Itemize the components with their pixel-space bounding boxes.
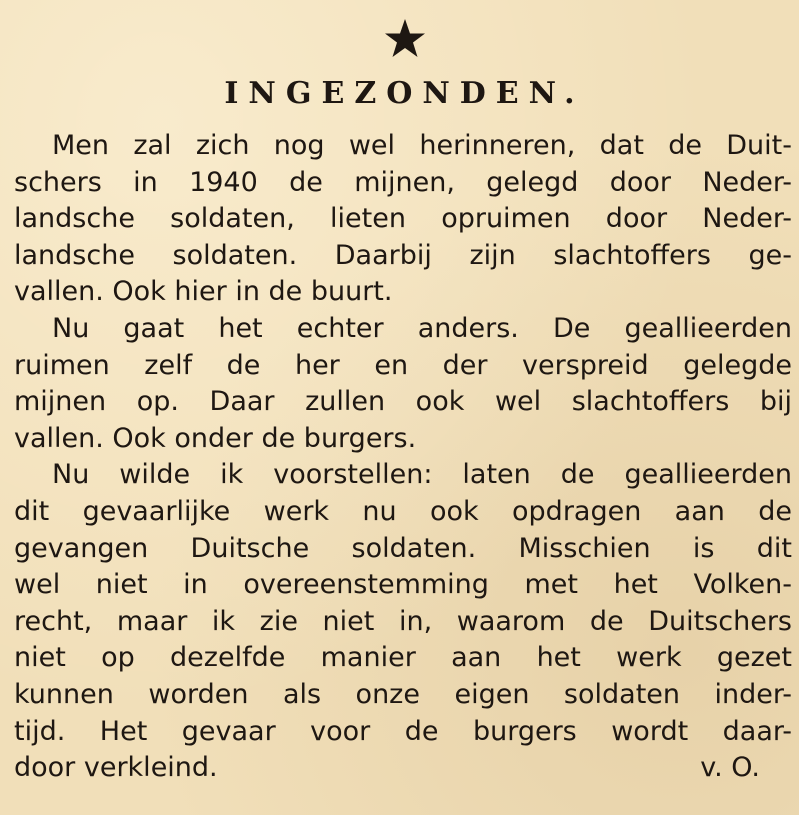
paragraph-3-line: recht, maar ik zie niet in, waarom de Duitschers [14, 605, 792, 637]
closing-line [14, 750, 792, 787]
paragraph-2-line: mijnen op. Daar zullen ook wel slachtoffers bij [14, 386, 792, 418]
closing-text: door verkleind. [14, 752, 218, 784]
paragraph-2-line: ruimen zelf de her en der verspreid gelegde [14, 349, 792, 381]
paragraph-3-line: wel niet in overeenstemming met het Volken- [14, 569, 792, 601]
paragraph-1-line: landsche soldaten, lieten opruimen door Neder- [14, 203, 792, 235]
article-title: INGEZONDEN. [224, 76, 585, 111]
paragraph-1-line: schers in 1940 de mijnen, gelegd door Neder- [14, 166, 792, 198]
star-icon [384, 18, 426, 58]
paragraph-3-line: dit gevaarlijke werk nu ook opdragen aan de [14, 495, 792, 527]
paragraph-1-line: Men zal zich nog wel herinneren, dat de Duit- [52, 130, 792, 161]
paragraph-3-line: niet op dezelfde manier aan het werk gezet [14, 642, 792, 674]
paragraph-2-line: vallen. Ook onder de burgers. [14, 422, 417, 454]
author-signature: v. O. [700, 752, 760, 784]
article-body [14, 128, 792, 787]
paragraph-3-line: Nu wilde ik voorstellen: laten de geallieerden [52, 459, 792, 491]
paragraph-3-line: tijd. Het gevaar voor de burgers wordt daar- [14, 715, 792, 747]
paragraph-1-line: vallen. Ook hier in de buurt. [14, 276, 393, 308]
paragraph-2-line: Nu gaat het echter anders. De geallieerden [52, 312, 792, 344]
paragraph-3-line: gevangen Duitsche soldaten. Misschien is dit [14, 532, 792, 564]
paragraph-3-line: kunnen worden als onze eigen soldaten inder- [14, 678, 792, 710]
paragraph-1-line: landsche soldaten. Daarbij zijn slachtoffers ge- [14, 239, 792, 271]
